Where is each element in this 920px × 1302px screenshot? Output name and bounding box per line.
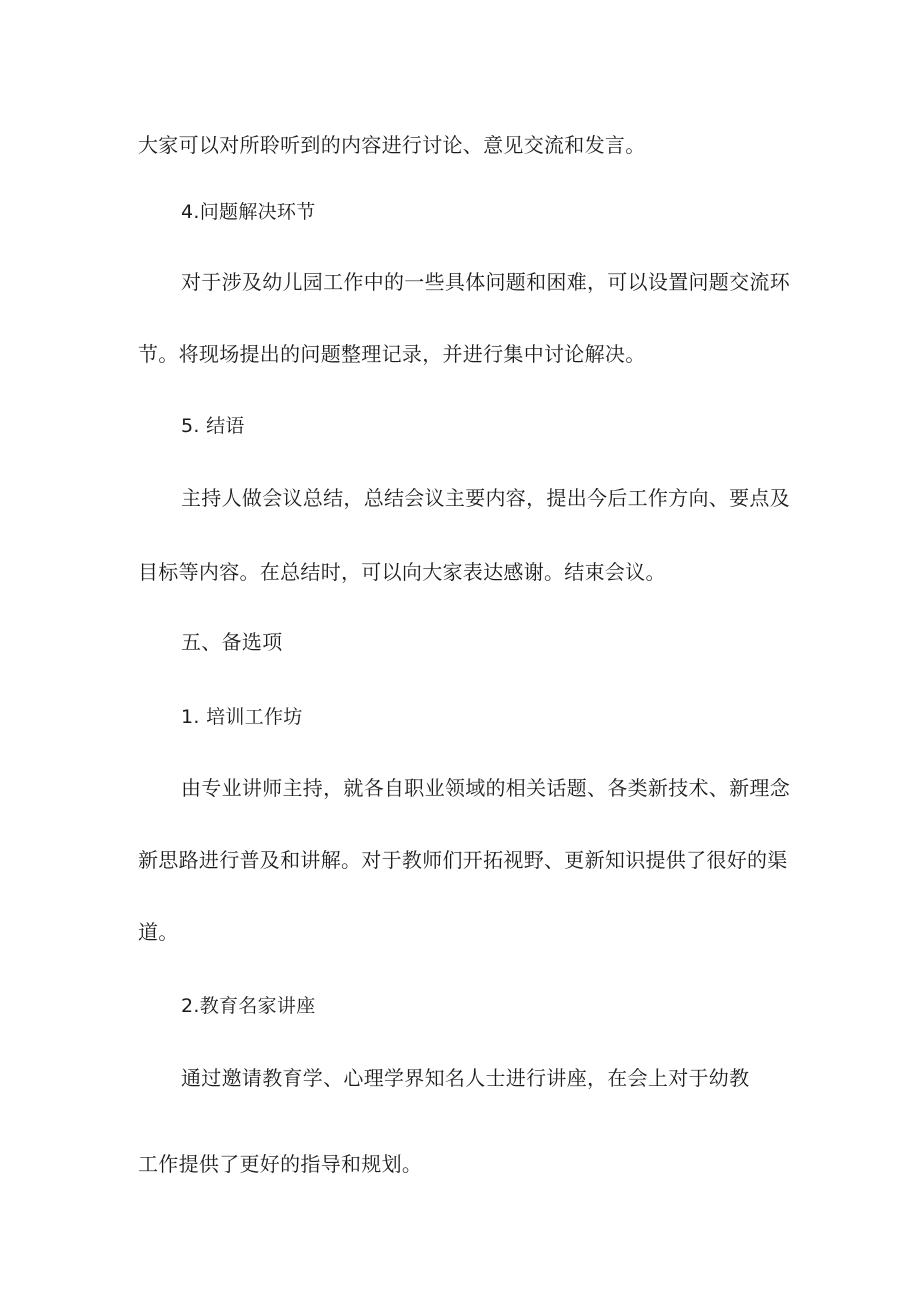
paragraph-line: 主持人做会议总结，总结会议主要内容，提出今后工作方向、要点及 [181, 486, 790, 510]
paragraph-line: 对于涉及幼儿园工作中的一些具体问题和困难，可以设置问题交流环 [181, 270, 790, 294]
paragraph-line: 大家可以对所聆听到的内容进行讨论、意见交流和发言。 [138, 133, 646, 157]
paragraph-line: 新思路进行普及和讲解。对于教师们开拓视野、更新知识提供了很好的渠 [138, 848, 788, 872]
paragraph-line: 道。 [138, 920, 179, 944]
paragraph-line: 目标等内容。在总结时，可以向大家表达感谢。结束会议。 [138, 560, 666, 584]
paragraph-line: 工作提供了更好的指导和规划。 [138, 1152, 423, 1176]
paragraph-line: 由专业讲师主持，就各自职业领域的相关话题、各类新技术、新理念 [181, 776, 790, 800]
section-heading-options: 五、备选项 [181, 630, 283, 654]
heading-expert-lecture: 2.教育名家讲座 [181, 995, 316, 1017]
heading-problem-solving: 4.问题解决环节 [181, 201, 316, 223]
heading-training-workshop: 1. 培训工作坊 [181, 706, 303, 728]
paragraph-line: 通过邀请教育学、心理学界知名人士进行讲座，在会上对于幼教 [181, 1066, 750, 1090]
paragraph-line: 节。将现场提出的问题整理记录，并进行集中讨论解决。 [138, 342, 646, 366]
heading-conclusion: 5. 结语 [181, 415, 245, 437]
